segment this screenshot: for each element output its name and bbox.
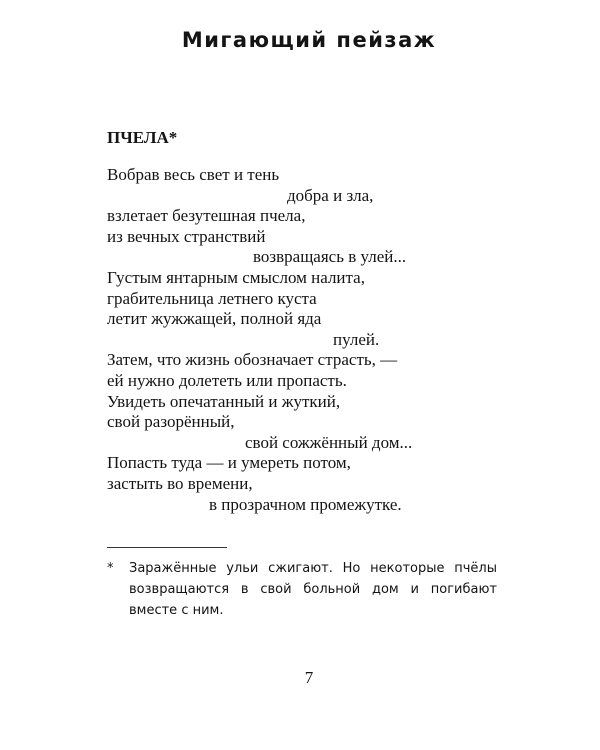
footnote-text: Заражённые ульи сжигают. Но некоторые пчёлы возвращаются в свой больной дом и погибают вместе с ним.: [129, 561, 497, 618]
poem-line: из вечных странствий: [107, 226, 266, 246]
poem-line: Попасть туда — и умереть потом,: [107, 453, 351, 473]
poem-line: ей нужно долететь или пропасть.: [107, 370, 347, 390]
poem-body: [107, 165, 547, 515]
poem-line: свой сожжённый дом...: [245, 432, 413, 452]
poem-line: свой разорённый,: [107, 412, 235, 432]
poem-line: пулей.: [333, 329, 380, 349]
poem-title: ПЧЕЛА*: [107, 128, 178, 147]
footnote: [107, 558, 497, 621]
poem-line: добра и зла,: [287, 185, 374, 205]
poem-line: застыть во времени,: [107, 473, 253, 493]
poem-line: Увидеть опечатанный и жуткий,: [107, 391, 341, 411]
running-title: Мигающий пейзаж: [181, 28, 437, 52]
poem-line: Вобрав весь свет и тень: [107, 165, 280, 184]
poem-line: летит жужжащей, полной яда: [107, 309, 322, 329]
poem-line: в прозрачном промежутке.: [209, 494, 402, 514]
footnote-mark: *: [107, 561, 114, 576]
poem-line: Затем, что жизнь обозначает страсть, —: [107, 350, 398, 370]
poem-line: грабительница летнего куста: [107, 288, 317, 308]
poem-line: взлетает безутешная пчела,: [107, 206, 306, 226]
page-number: 7: [304, 668, 314, 687]
poem-line: возвращаясь в улей...: [253, 247, 407, 267]
footnote-divider: [107, 547, 227, 548]
poem-line: Густым янтарным смыслом налита,: [107, 267, 365, 287]
